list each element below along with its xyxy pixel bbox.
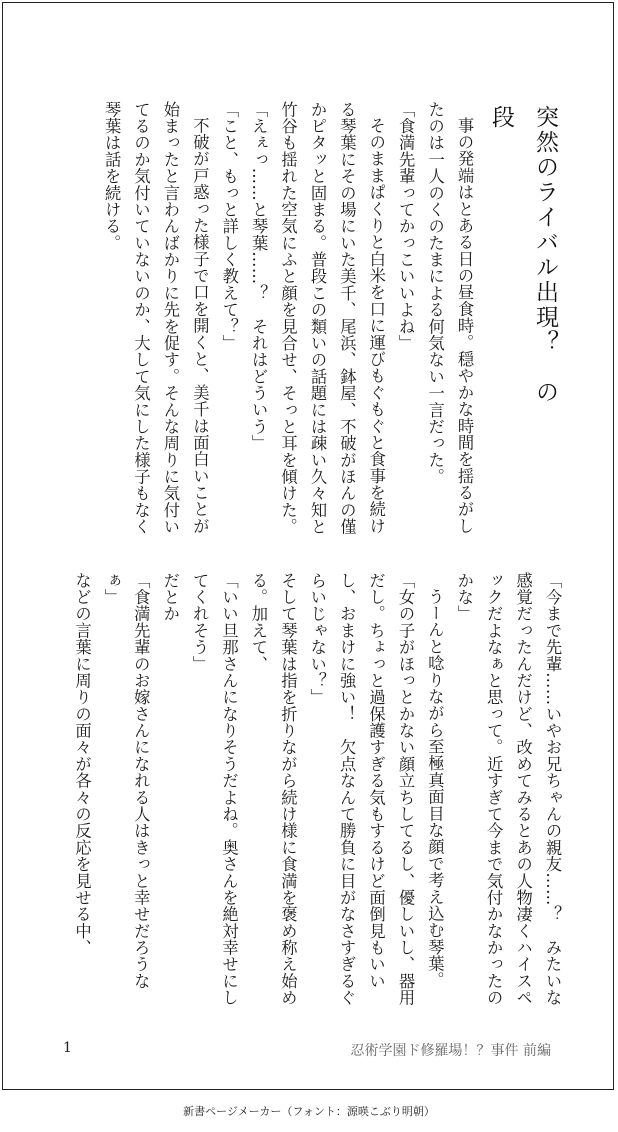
paragraph: そして琴葉は指を折りながら続け様に食満を褒め称え始める。加えて、 bbox=[248, 572, 298, 1006]
dialogue-line: 「いい旦那さんになりそうだよね。奥さんを絶対幸せにしてくれそう」 bbox=[190, 572, 239, 1006]
running-header: 忍術学園ド修羅場！？事件 前編 bbox=[350, 1043, 551, 1059]
generator-caption: 新書ページメーカー（フォント：源暎こぶり明朝） bbox=[183, 1105, 435, 1118]
dialogue-line: 「今まで先輩……いやお兄ちゃんの親友……？ みたいな感覚だったんだけど、改めてみるとあの人物凄くハイスペックだよなぁと思って。近すぎて今まで気付かなかったのかな」 bbox=[454, 572, 562, 1006]
paragraph: そのままぱくりと白米を口に運びもぐもぐと食事を続ける琴葉にその場にいた美千、尾浜、鉢屋、不破がほんの僅かピタッと固まる。普段この類いの話題には疎い久々知と竹谷も揺れた空気にふと顔を見合せ、そっと耳を傾けた。 bbox=[278, 101, 386, 535]
dialogue-line: 「えぇっ……と琴葉……？ それはどういう」 bbox=[249, 101, 269, 452]
paragraph: などの言葉に周りの面々が各々の反応を見せる中、 bbox=[72, 572, 92, 956]
dialogue-line: 「食満先輩のお嫁さんになれる人はきっと幸せだろうなぁ」 bbox=[101, 572, 151, 990]
paragraph: うーんと唸りながら至極真面目な顔で考え込む琴葉。 bbox=[425, 588, 445, 989]
page-number: 1 bbox=[63, 1040, 72, 1056]
chapter-title: 突然のライバル出現？ の段 bbox=[488, 105, 558, 405]
book-page bbox=[2, 2, 614, 1090]
dialogue-line: 「こと、もっと詳しく教えて？」 bbox=[219, 101, 239, 352]
paragraph: 事の発端はとある日の昼食時。穏やかな時間を揺るがしたのは一人のくのたまによる何気ない一言だった。 bbox=[425, 101, 474, 535]
dialogue-line: 「食満先輩ってかっこいいよね」 bbox=[396, 101, 416, 352]
paragraph: 不破が戸惑った様子で口を開くと、美千は面白いことが始まったと言わんばかりに先を促す。そんな周りに気付いてるのか気付いていないのか、大して気にした様子もなく琴葉は話を続ける。 bbox=[102, 101, 210, 535]
lower-text-block bbox=[59, 572, 567, 1008]
paragraph: だとか bbox=[160, 572, 180, 623]
dialogue-line: 「女の子がほっとかない顔立ちしてるし、優しいし、器用だし。ちょっと過保護すぎる気もするけど面倒見もいいし、おまけに強い！ 欠点なんて勝負に目がなさすぎるぐらいじゃない？」 bbox=[307, 572, 415, 1006]
upper-text-block bbox=[59, 101, 479, 537]
